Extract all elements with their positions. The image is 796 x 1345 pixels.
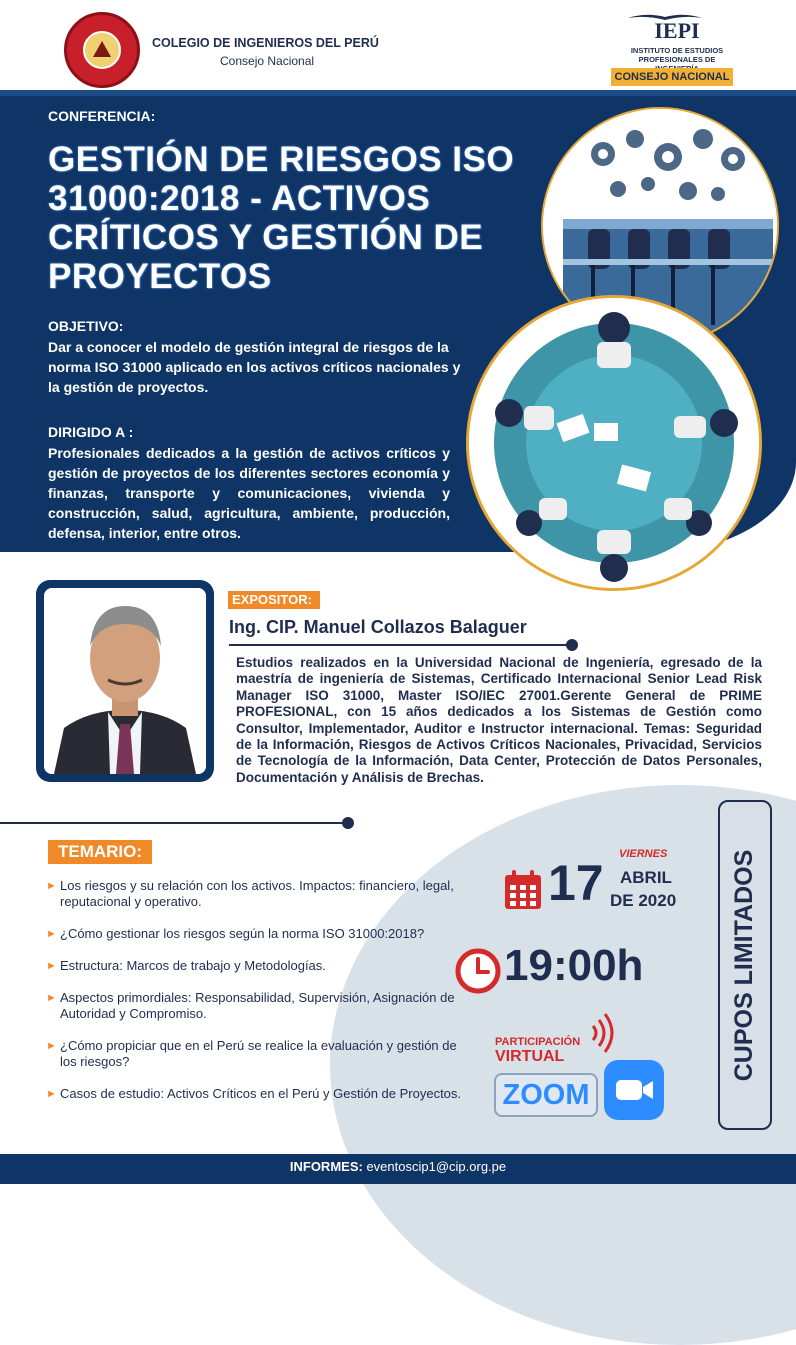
topics-list: [46, 878, 476, 1118]
limited-seats-label: CUPOS LIMITADOS: [730, 849, 759, 1081]
arrow-bullet-icon: ►: [46, 880, 57, 892]
section-divider: [0, 822, 346, 824]
contact-email[interactable]: eventoscip1@cip.org.pe: [366, 1159, 507, 1174]
objective-label: OBJETIVO:: [48, 318, 124, 334]
meeting-top-view-illustration: [466, 295, 762, 591]
event-day: 17: [548, 855, 604, 911]
band-top-stripe: [0, 90, 796, 96]
list-item: ► Los riesgos y su relación con los activos. Impactos: financiero, legal, reputacional y operativo.: [46, 878, 454, 909]
list-item: ► Casos de estudio: Activos Críticos en el Perú y Gestión de Proyectos.: [46, 1086, 462, 1101]
arrow-bullet-icon: ►: [46, 928, 57, 940]
list-item: ► ¿Cómo propiciar que en el Perú se realice la evaluación y gestión de los riesgos?: [46, 1038, 457, 1069]
footer-label: INFORMES:: [289, 1159, 363, 1174]
arrow-bullet-icon: ►: [46, 960, 57, 972]
objective-text: Dar a conocer el modelo de gestión integral de riesgos de la norma ISO 31000 aplicado en los activos críticos nacionales y la gestión de proyectos.: [48, 339, 461, 395]
speaker-photo: [44, 588, 206, 774]
list-item: ► Aspectos primordiales: Responsabilidad, Supervisión, Asignación de Autoridad y Compromiso.: [46, 990, 455, 1021]
calendar-icon: [504, 870, 542, 910]
zoom-logo: ZOOM: [494, 1073, 598, 1117]
audience-text: Profesionales dedicados a la gestión de activos críticos y gestión de proyectos de los diferentes sectores economía y finanzas, transporte y comunicaciones, vivienda y construcción, salud, agricultura, ambiente, producción, defensa, interior, entre otros.: [48, 445, 450, 541]
speaker-divider: [229, 644, 572, 646]
section-divider-dot: [342, 817, 354, 829]
event-year: DE 2020: [610, 891, 677, 910]
conference-label: CONFERENCIA:: [48, 108, 156, 124]
list-item: ► Estructura: Marcos de trabajo y Metodologías.: [46, 958, 326, 973]
participation-mode: VIRTUAL: [495, 1048, 565, 1065]
signal-waves-icon: [590, 1012, 614, 1054]
list-item: ► ¿Cómo gestionar los riesgos según la norma ISO 31000:2018?: [46, 926, 425, 941]
participation-label: PARTICIPACIÓN: [495, 1036, 581, 1048]
iepi-name: INSTITUTO DE ESTUDIOS PROFESIONALES DE: [630, 46, 724, 64]
zoom-camera-icon: [604, 1060, 664, 1120]
event-month: ABRIL: [620, 868, 672, 887]
event-title: GESTIÓN DE RIESGOS ISO 31000:2018 - ACTIVOS CRÍTICOS Y GESTIÓN DE PROYECTOS: [48, 140, 515, 296]
audience-label: DIRIGIDO A :: [48, 424, 134, 440]
iepi-logo-title: IEPI: [654, 18, 700, 43]
event-time: 19:00h: [504, 941, 644, 990]
speaker-divider-dot: [566, 639, 578, 651]
arrow-bullet-icon: ►: [46, 1040, 57, 1052]
speaker-name: Ing. CIP. Manuel Collazos Balaguer: [229, 617, 527, 637]
arrow-bullet-icon: ►: [46, 992, 57, 1004]
iepi-badge: CONSEJO NACIONAL: [611, 68, 733, 86]
speaker-bio: Estudios realizados en la Universidad Nacional de Ingeniería, egresado de la maestría de ingeniería de Sistemas, Certificado Internacional Senior Lead Risk Manager ISO 31000, Master ISO/IEC 27001.Gerente General de PRIME PROFESIONAL, con 15 años dedicados a los Sistemas de Gestión como Consultor, Implementador, Auditor e Instructor internacional. Temas: Seguridad de la Información, Riesgos de Activos Críticos Nacionales, Privacidad, Servicios de Tecnología de la Información, Data Center, Protección de Datos Personales, Documentación y Análisis de Brechas.: [236, 655, 762, 785]
org-subtitle: Consejo Nacional: [220, 54, 315, 68]
speaker-label: EXPOSITOR:: [228, 591, 320, 609]
footer-contact: [0, 1159, 796, 1174]
org-name: COLEGIO DE INGENIEROS DEL PERÚ: [152, 36, 379, 50]
cip-logo: [64, 12, 140, 88]
event-weekday: VIERNES: [619, 848, 668, 860]
clock-icon: [455, 948, 501, 994]
topics-label: TEMARIO:: [48, 840, 152, 864]
arrow-bullet-icon: ►: [46, 1088, 57, 1100]
